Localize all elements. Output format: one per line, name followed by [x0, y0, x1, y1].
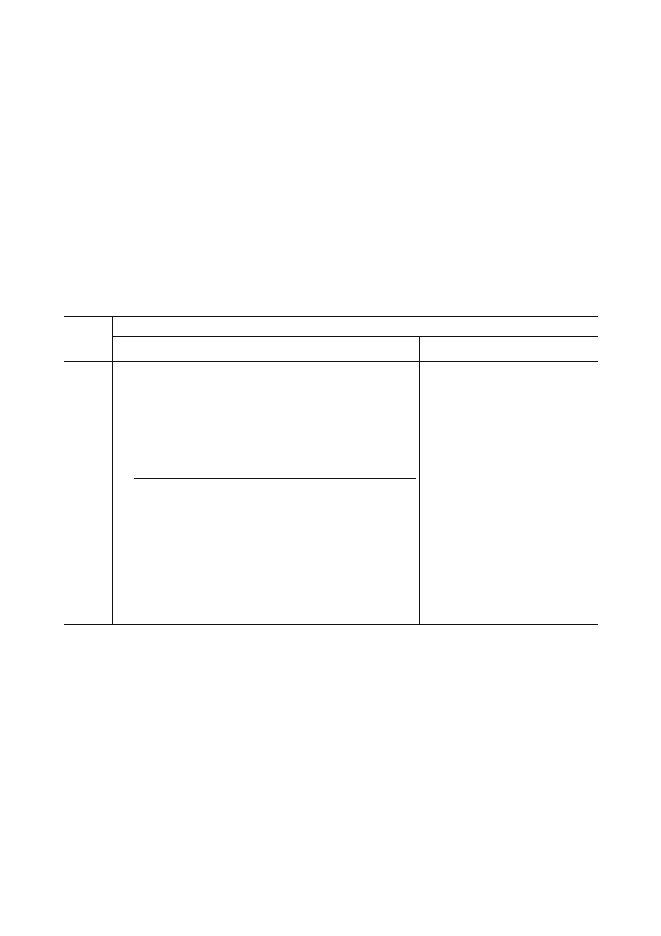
table-top-rule [64, 316, 598, 317]
table-bottom-rule [64, 624, 598, 625]
table-header-bottom-rule [64, 361, 598, 362]
table-header-rule [112, 336, 598, 337]
table-col-divider [112, 316, 113, 624]
fraction-bar [134, 478, 416, 479]
table-col-divider [419, 336, 420, 624]
